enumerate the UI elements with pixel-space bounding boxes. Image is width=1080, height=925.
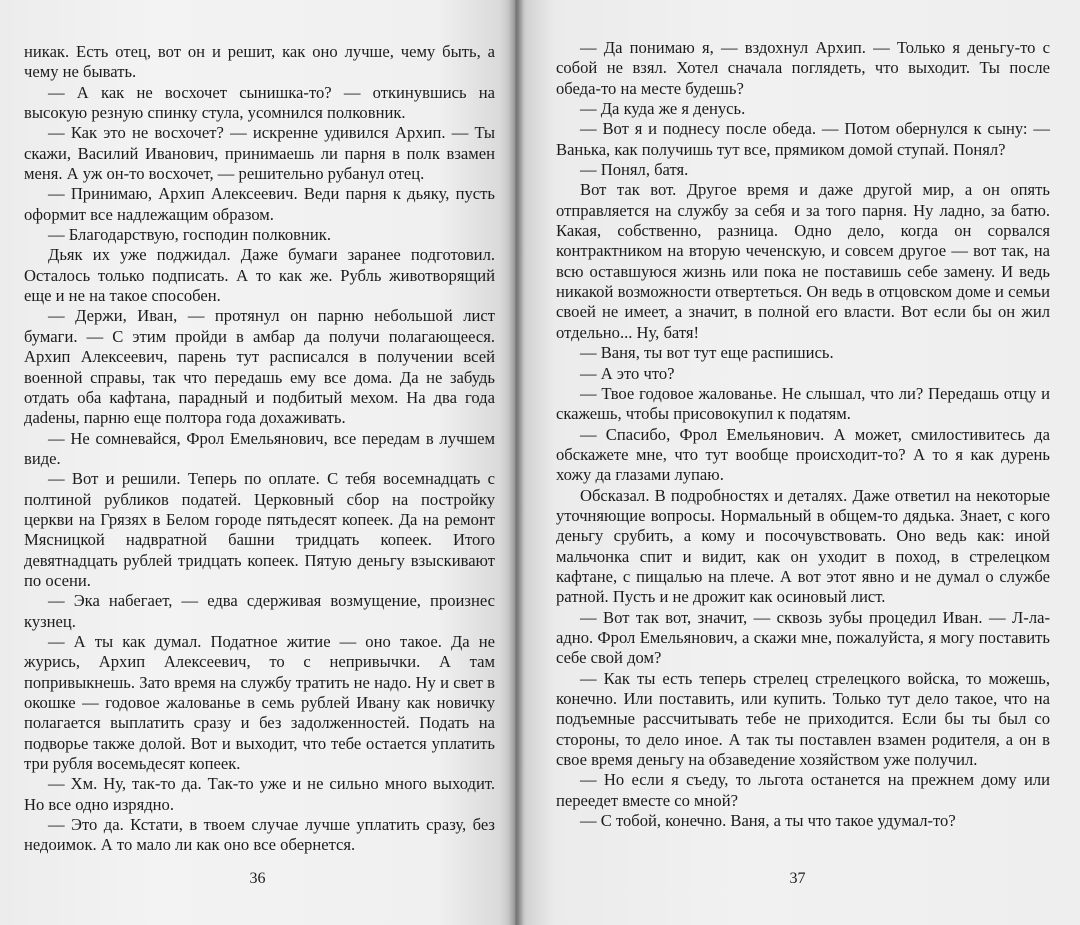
page-number: 37	[789, 869, 806, 887]
paragraph: — А это что?	[580, 363, 675, 383]
paragraph: — Ваня, ты вот тут еще распишись.	[580, 343, 834, 363]
paragraph: — Благодарствую, господин полковник.	[48, 225, 331, 245]
right-page	[515, 0, 1080, 925]
paragraph: — А как не восхочет сынишка-то? — откинувшись на высокую резную спинку стула, усомнился полковник.	[24, 82, 495, 123]
paragraph: Вот так вот. Другое время и даже другой мир, а он опять отправляется на службу за себя и за того парня. Ну ладно, за батю. Какая, собственно, разница. Одно дело, когда он сорвался контрактником на вторую чеченскую, и совсем другое — вот так, на всю оставшуюся жизнь или пока не поставишь себе замену. И ведь никакой возможности отвертеться. Он ведь в отцовском доме и семьи своей не имеет, а значит, в полной его власти. Вот если бы он жил отдельно... Ну, батя!	[556, 180, 1050, 342]
paragraph: — Понял, батя.	[580, 160, 689, 180]
paragraph: — Вот так вот, значит, — сквозь зубы процедил Иван. — Л-ла-адно. Фрол Емельянович, а скажи мне, пожалуйста, я могу поставить себе свой дом?	[556, 607, 1050, 668]
paragraph: — Это да. Кстати, в твоем случае лучше уплатить сразу, без недоимок. А то мало ли как оно все обернется.	[24, 815, 495, 855]
paragraph: — Но если я съеду, то льгота останется на прежнем дому или переедет вместе со мной?	[556, 770, 1050, 810]
paragraph: — Не сомневайся, Фрол Емельянович, все передам в лучшем виде.	[24, 428, 495, 468]
left-page	[0, 0, 515, 925]
paragraph: — Спасибо, Фрол Емельянович. А может, смилостивитесь да обскажете мне, что тут вообще происходит-то? А то я как дурень хожу да глазами лупаю.	[556, 424, 1050, 485]
paragraph: — Да понимаю я, — вздохнул Архип. — Только я деньгу-то с собой не взял. Хотел сначала поглядеть, что выходит. Ты после обеда-то на месте будешь?	[556, 38, 1050, 98]
paragraph: — Вот и решили. Теперь по оплате. С тебя восемнадцать с полтиной рубликов податей. Церковный сбор на постройку церкви на Грязях в Белом городе пятьдесят копеек. Да на ремонт Мясницкой надвратной башни тридцать копеек. Итого девятнадцать рублей тридцать копеек. Пятую деньгу взыскивают по осени.	[24, 469, 495, 590]
paragraph: Обсказал. В подробностях и деталях. Даже ответил на некоторые уточняющие вопросы. Нормальный в общем-то дядька. Знает, с кого деньгу срубить, а кому и посочувствовать. Оно ведь как: иной мальчонка спит и видит, как он уходит в поход, в стрелецком кафтане, с пищалью на плече. А вот этот явно и не думал о службе ратной. Пусть и не дрожит как осиновый лист.	[556, 485, 1050, 607]
paragraph: Дьяк их уже поджидал. Даже бумаги заранее подготовил. Осталось только подписать. А то как же. Рубль животворящий еще и не на такое способен.	[24, 245, 495, 306]
left-page-text	[24, 42, 495, 856]
paragraph: — Твое годовое жалованье. Не слышал, что ли? Передашь отцу и скажешь, чтобы присовокупил к податям.	[556, 383, 1050, 424]
page-number: 36	[249, 869, 266, 887]
right-page-text	[556, 38, 1050, 831]
paragraph: — Держи, Иван, — протянул он парню небольшой лист бумаги. — С этим пройди в амбар да получи полагающееся. Архип Алексеевич, парень тут расписался в получении всей военной справы, так что передашь ему все дома. Да не забудь отдать оба кафтана, парадный и подбитый мехом. На два года даdены, парню еще полтора года дохаживать.	[24, 306, 495, 428]
paragraph: никак. Есть отец, вот он и решит, как оно лучше, чему быть, а чему не бывать.	[24, 42, 495, 82]
paragraph: — Эка набегает, — едва сдерживая возмущение, произнес кузнец.	[24, 591, 495, 631]
paragraph: — Хм. Ну, так-то да. Так-то уже и не сильно много выходит. Но все одно изрядно.	[24, 774, 495, 814]
paragraph: — Принимаю, Архип Алексеевич. Веди парня к дьяку, пусть оформит все надлежащим образом.	[24, 184, 495, 224]
paragraph: — Как это не восхочет? — искренне удивился Архип. — Ты скажи, Василий Иванович, принимаешь ли парня в полк взамен меня. А уж он-то восхочет, — решительно рубанул отец.	[24, 123, 495, 184]
paragraph: — А ты как думал. Податное житие — оно такое. Да не журись, Архип Алексеевич, то с непривычки. А там попривыкнешь. Зато время на службу тратить не надо. Ну и свет в окошке — годовое жалованье в семь рублей Ивану как новичку полагается выплатить сразу и без задолженностей. Подать на подворье также долой. Вот и выходит, что тебе остается уплатить три рубля восемьдесят копеек.	[24, 631, 495, 774]
paragraph: — С тобой, конечно. Ваня, а ты что такое удумал-то?	[580, 811, 956, 831]
paragraph: — Вот я и поднесу после обеда. — Потом обернулся к сыну: — Ванька, как получишь тут все, прямиком домой ступай. Понял?	[556, 119, 1050, 159]
paragraph: — Да куда же я денусь.	[580, 99, 746, 119]
paragraph: — Как ты есть теперь стрелец стрелецкого войска, то можешь, конечно. Или поставить, или купить. Только тут дело такое, что на подъемные рассчитывать тебе не приходится. Если бы ты был со стороны, то дело иное. А так ты поставлен взамен родителя, а он в свое время деньгу на обзаведение хозяйством уже получил.	[556, 668, 1050, 770]
